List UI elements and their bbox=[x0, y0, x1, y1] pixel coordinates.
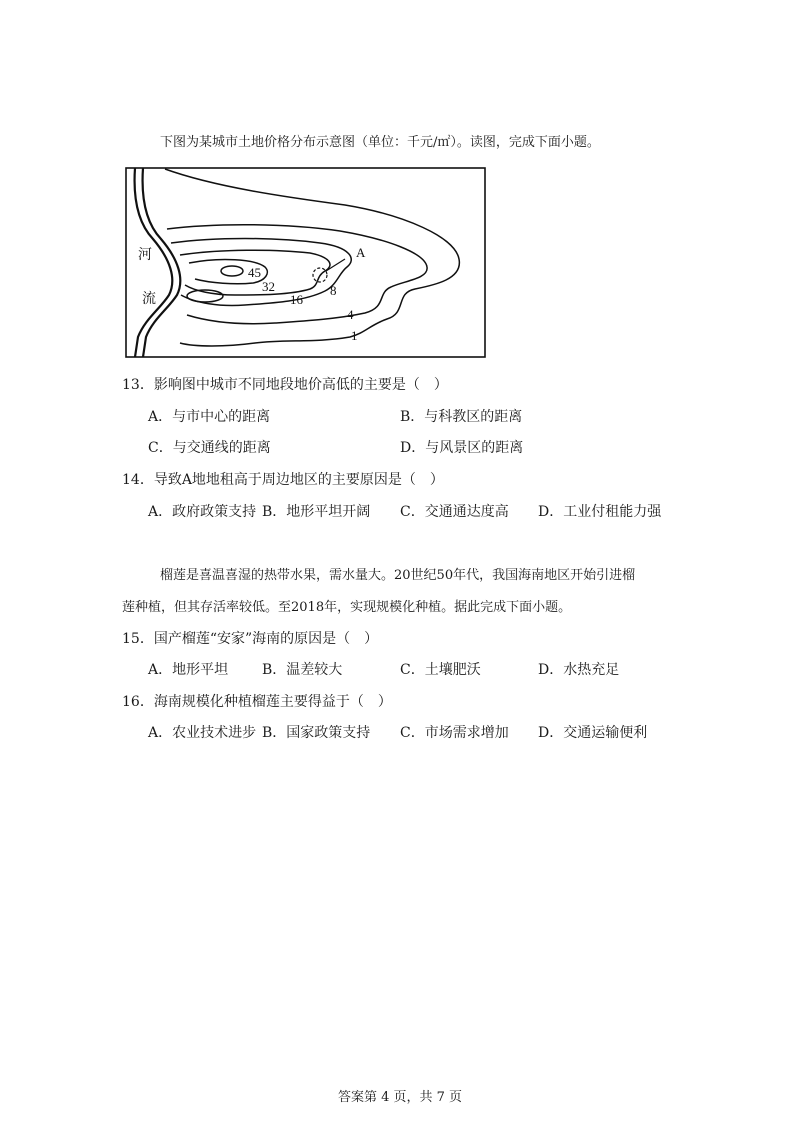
question-15-option-b[interactable]: B．温差较大 bbox=[262, 662, 343, 678]
land-price-contour-map bbox=[125, 167, 487, 359]
page-footer: 答案第 4 页，共 7 页 bbox=[337, 1090, 463, 1105]
question-15-option-d[interactable]: D．水热充足 bbox=[538, 662, 620, 678]
map-intro-text: 下图为某城市土地价格分布示意图（单位：千元/㎡）。读图，完成下面小题。 bbox=[160, 135, 600, 150]
contour-45 bbox=[221, 266, 243, 276]
question-15-option-c[interactable]: C．土壤肥沃 bbox=[400, 662, 481, 678]
durian-intro-line-2: 莲种植，但其存活率较低。至2018年，实现规模化种植。据此完成下面小题。 bbox=[122, 600, 572, 615]
contour-label-32: 32 bbox=[262, 279, 275, 294]
question-15-option-a[interactable]: A．地形平坦 bbox=[148, 662, 229, 678]
question-14-stem: 14．导致A地地租高于周边地区的主要原因是（ ） bbox=[122, 472, 444, 488]
question-15-stem: 15．国产榴莲“安家”海南的原因是（ ） bbox=[122, 631, 379, 647]
question-16-option-c[interactable]: C．市场需求增加 bbox=[400, 725, 509, 741]
question-14-option-b[interactable]: B．地形平坦开阔 bbox=[262, 504, 371, 520]
contour-label-1: 1 bbox=[351, 328, 358, 343]
question-16-option-d[interactable]: D．交通运输便利 bbox=[538, 725, 648, 741]
question-16-option-b[interactable]: B．国家政策支持 bbox=[262, 725, 371, 741]
question-14-option-a[interactable]: A．政府政策支持 bbox=[148, 504, 257, 520]
question-14-option-d[interactable]: D．工业付租能力强 bbox=[538, 504, 662, 520]
question-16-option-a[interactable]: A．农业技术进步 bbox=[148, 725, 257, 741]
contour-label-4: 4 bbox=[347, 307, 354, 322]
question-14-option-c[interactable]: C．交通通达度高 bbox=[400, 504, 509, 520]
question-13-option-a[interactable]: A．与市中心的距离 bbox=[148, 409, 271, 425]
river-char-1: 河 bbox=[138, 247, 152, 263]
question-13-option-d[interactable]: D．与风景区的距离 bbox=[400, 440, 524, 456]
durian-intro-line-1: 榴莲是喜温喜湿的热带水果，需水量大。20世纪50年代，我国海南地区开始引进榴 bbox=[160, 568, 636, 583]
question-13-stem: 13．影响图中城市不同地段地价高低的主要是（ ） bbox=[122, 377, 448, 393]
river-char-2: 流 bbox=[142, 291, 156, 307]
point-a-label: A bbox=[356, 245, 366, 260]
contour-label-16: 16 bbox=[290, 292, 303, 307]
contour-label-8: 8 bbox=[330, 283, 337, 298]
question-13-option-c[interactable]: C．与交通线的距离 bbox=[148, 440, 271, 456]
contour-label-45: 45 bbox=[248, 265, 261, 280]
question-13-option-b[interactable]: B．与科教区的距离 bbox=[400, 409, 523, 425]
question-16-stem: 16．海南规模化种植榴莲主要得益于（ ） bbox=[122, 694, 392, 710]
map-frame bbox=[126, 168, 485, 357]
